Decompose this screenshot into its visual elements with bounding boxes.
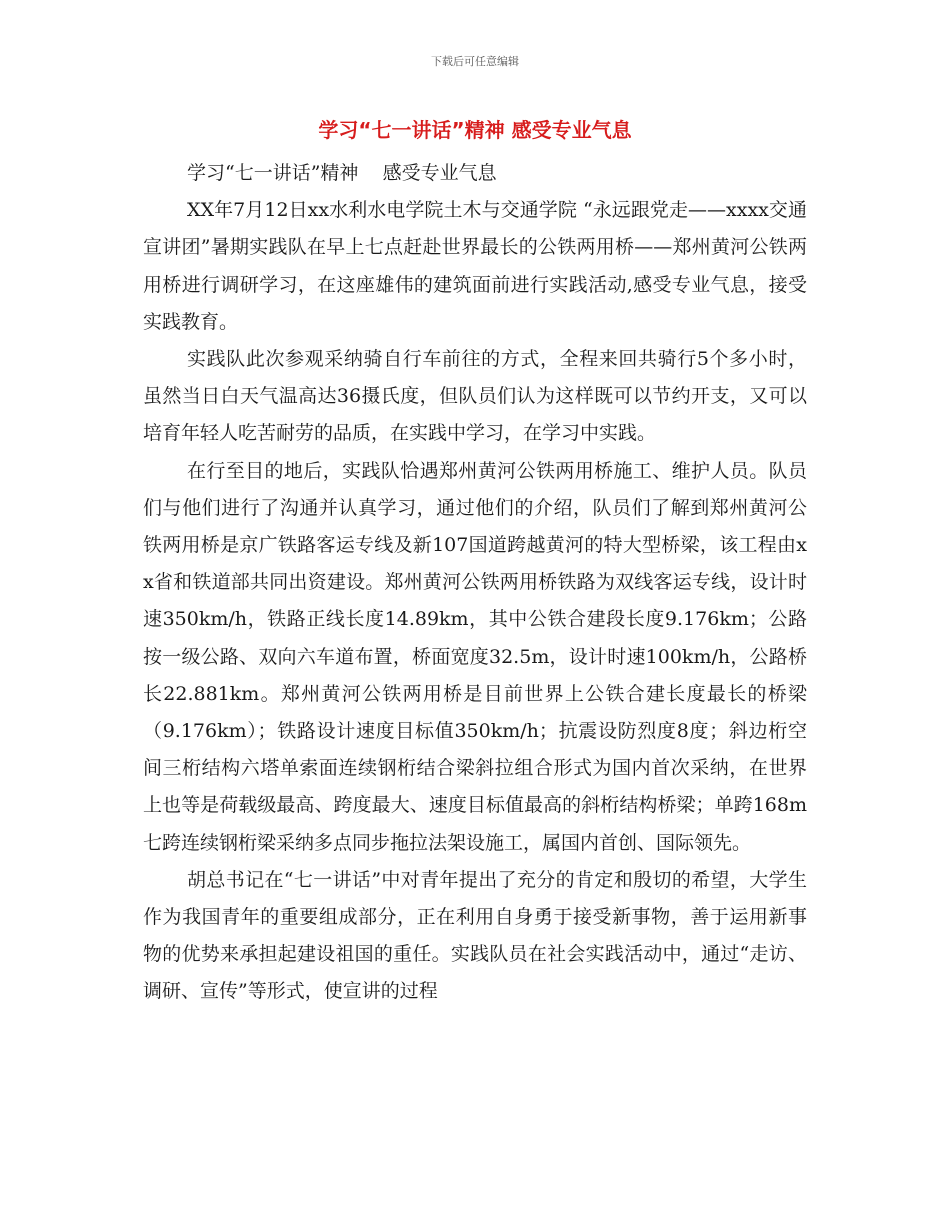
paragraph-2: 实践队此次参观采纳骑自行车前往的方式，全程来回共骑行5个多小时，虽然当日白天气温高达36摄氏度，但队员们认为这样既可以节约开支，又可以培育年轻人吃苦耐劳的品质，在实践中学习，在学习中实践。 <box>143 348 807 445</box>
paragraph-1: XX年7月12日xx水利水电学院土木与交通学院 “永远跟党走——xxxx交通宣讲团”暑期实践队在早上七点赶赴世界最长的公铁两用桥——郑州黄河公铁两用桥进行调研学习，在这座雄伟的建筑面前进行实践活动,感受专业气息，接受实践教育。 <box>143 199 807 333</box>
page-header-note: 下载后可任意编辑 <box>431 55 519 68</box>
paragraph-4: 胡总书记在“七一讲话”中对青年提出了充分的肯定和殷切的希望，大学生作为我国青年的重要组成部分，正在利用自身勇于接受新事物，善于运用新事物的优势来承担起建设祖国的重任。实践队员在社会实践活动中，通过“走访、调研、宣传”等形式，使宣讲的过程 <box>143 868 807 1003</box>
document-title: 学习“七一讲话”精神 感受专业气息 <box>318 118 632 142</box>
document-subtitle: 学习“七一讲话”精神 感受专业气息 <box>187 162 497 184</box>
paragraph-3: 在行至目的地后，实践队恰遇郑州黄河公铁两用桥施工、维护人员。队员们与他们进行了沟通并认真学习，通过他们的介绍，队员们了解到郑州黄河公铁两用桥是京广铁路客运专线及新107国道跨越黄河的特大型桥梁，该工程由xx省和铁道部共同出资建设。郑州黄河公铁两用桥铁路为双线客运专线，设计时速350km/h，铁路正线长度14.89km，其中公铁合建段长度9.176km；公路按一级公路、双向六车道布置，桥面宽度32.5m，设计时速100km/h，公路桥长22.881km。郑州黄河公铁两用桥是目前世界上公铁合建长度最长的桥梁（9.176km）；铁路设计速度目标值350km/h；抗震设防烈度8度；斜边桁空间三桁结构六塔单索面连续钢桁结合梁斜拉组合形式为国内首次采纳，在世界上也等是荷载级最高、跨度最大、速度目标值最高的斜桁结构桥梁；单跨168m七跨连续钢桁梁采纳多点同步拖拉法架设施工，属国内首创、国际领先。 <box>143 459 807 854</box>
document-body <box>143 155 807 1011</box>
